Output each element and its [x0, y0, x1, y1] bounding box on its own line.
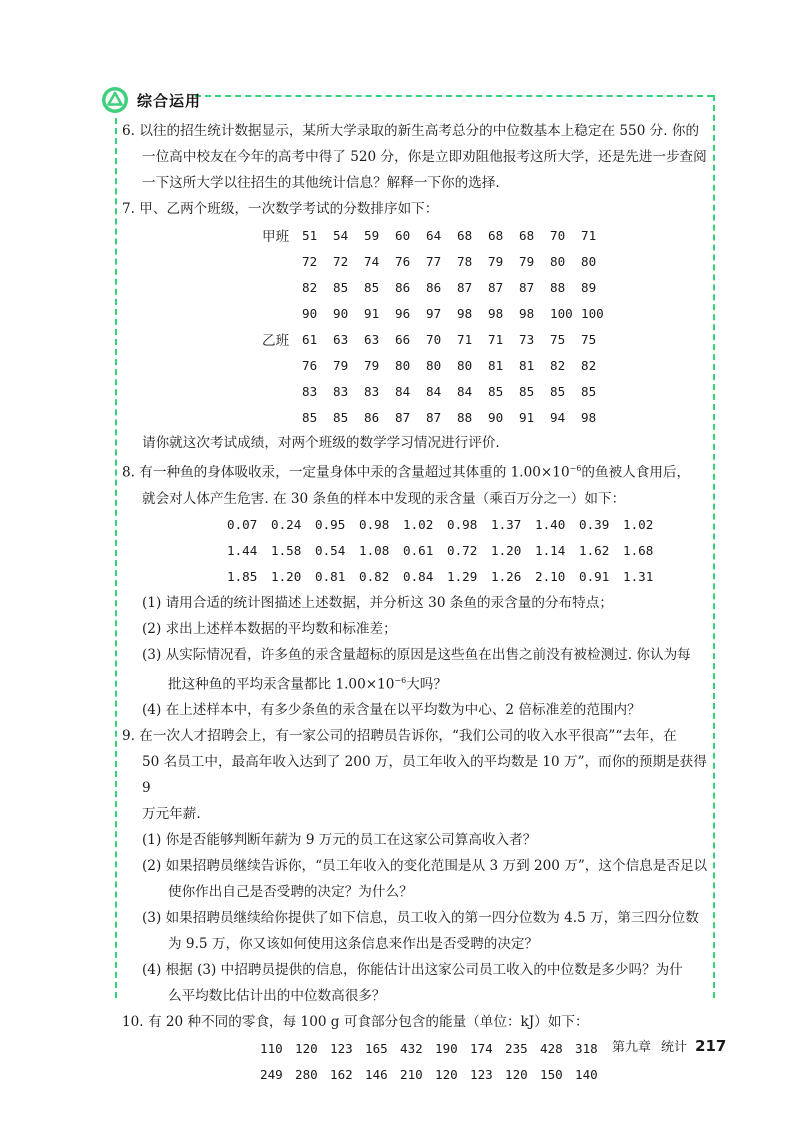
table-cell: 85: [550, 383, 566, 399]
table-cell: 76: [302, 357, 318, 373]
table-cell: 72: [333, 253, 349, 269]
table-cell: 54: [333, 227, 349, 243]
table-cell: 165: [365, 1040, 388, 1056]
table-cell: 70: [550, 227, 566, 243]
table-cell: 84: [395, 383, 411, 399]
q9-line-2: 50 名员工中，最高年收入达到了 200 万，员工年收入的平均数是 10 万”，而你的预期是获得 9: [142, 754, 707, 797]
table-cell: 0.24: [271, 517, 302, 533]
section-title: 综合运用: [137, 91, 202, 110]
table-cell: 68: [488, 227, 504, 243]
table-cell: 74: [364, 253, 380, 269]
table-cell: 150: [540, 1066, 563, 1082]
table-cell: 87: [457, 279, 473, 295]
page-footer: [612, 1036, 726, 1055]
table-cell: 432: [400, 1040, 423, 1056]
table-cell: 79: [364, 357, 380, 373]
table-cell: 1.20: [491, 543, 522, 559]
table-cell: 85: [302, 409, 318, 425]
table-cell: 88: [550, 279, 566, 295]
table-row: [260, 1061, 610, 1087]
table-cell: 1.62: [579, 543, 610, 559]
class-label: 乙班: [262, 333, 290, 349]
table-cell: 73: [519, 331, 535, 347]
table-cell: 235: [505, 1040, 528, 1056]
table-cell: 71: [581, 227, 597, 243]
table-cell: 0.95: [315, 517, 346, 533]
table-cell: 63: [364, 331, 380, 347]
table-cell: 1.02: [403, 517, 434, 533]
table-cell: 0.98: [447, 517, 478, 533]
exercise-content: [122, 118, 710, 1087]
table-cell: 123: [330, 1040, 353, 1056]
table-cell: 90: [333, 305, 349, 321]
table-cell: 71: [457, 331, 473, 347]
q8-sub-1: (1) 请用合适的统计图描述上述数据，并分析这 30 条鱼的汞含量的分布特点；: [142, 594, 613, 611]
label-spacer: [262, 248, 302, 274]
q9-sub-3-cont: 为 9.5 万，你又该如何使用这条信息来作出是否受聘的决定？: [168, 936, 539, 953]
q8-line-2: 就会对人体产生危害. 在 30 条鱼的样本中发现的汞含量（乘百万分之一）如下：: [142, 490, 626, 507]
table-cell: 85: [333, 279, 349, 295]
frame-right-border: [713, 95, 715, 998]
table-cell: 87: [395, 409, 411, 425]
table-cell: 51: [302, 227, 318, 243]
table-row: [227, 564, 667, 590]
table-cell: 79: [519, 253, 535, 269]
table-cell: 120: [295, 1040, 318, 1056]
q10-intro: 10. 有 20 种不同的零食，每 100 g 可食部分包含的能量（单位：kJ）如下：: [122, 1014, 589, 1031]
q7-intro: 7. 甲、乙两个班级，一次数学考试的分数排序如下：: [122, 201, 439, 217]
table-cell: 90: [302, 305, 318, 321]
q9-line-1: 9. 在一次人才招聘会上，有一家公司的招聘员告诉你，“我们公司的收入水平很高”“去年，在: [122, 728, 677, 745]
table-cell: 0.07: [227, 517, 258, 533]
table-cell: 428: [540, 1040, 563, 1056]
table-cell: 87: [488, 279, 504, 295]
table-cell: 80: [457, 357, 473, 373]
table-cell: 86: [364, 409, 380, 425]
table-cell: 59: [364, 227, 380, 243]
table-cell: 72: [302, 253, 318, 269]
table-cell: 0.54: [315, 543, 346, 559]
table-cell: 79: [488, 253, 504, 269]
q10-energy-table: [260, 1035, 610, 1087]
table-cell: 1.31: [623, 569, 654, 585]
table-cell: 89: [581, 279, 597, 295]
label-spacer: [262, 404, 302, 430]
table-cell: 81: [488, 357, 504, 373]
table-cell: 140: [575, 1066, 598, 1082]
table-cell: 210: [400, 1066, 423, 1082]
q9-sub-4: (4) 根据 (3) 中招聘员提供的信息，你能估计出这家公司员工收入的中位数是多少吗？为什: [142, 962, 683, 979]
table-cell: 1.02: [623, 517, 654, 533]
table-cell: 1.26: [491, 569, 522, 585]
table-cell: 0.81: [315, 569, 346, 585]
table-cell: 190: [435, 1040, 458, 1056]
table-cell: 81: [519, 357, 535, 373]
table-cell: 82: [581, 357, 597, 373]
table-row: [260, 1035, 610, 1061]
q8-sub-2: (2) 求出上述样本数据的平均数和标准差；: [142, 620, 397, 637]
table-cell: 96: [395, 305, 411, 321]
q9-line-3: 万元年薪.: [142, 806, 201, 823]
table-cell: 75: [581, 331, 597, 347]
recycle-triangle-icon: [101, 86, 129, 114]
table-cell: 98: [488, 305, 504, 321]
table-cell: 0.84: [403, 569, 434, 585]
q7-score-table: [262, 222, 612, 430]
table-cell: 80: [426, 357, 442, 373]
table-row: [262, 274, 612, 300]
table-cell: 0.72: [447, 543, 478, 559]
table-cell: 0.61: [403, 543, 434, 559]
table-cell: 90: [488, 409, 504, 425]
q8-exponent: −6: [569, 464, 582, 473]
table-cell: 85: [488, 383, 504, 399]
table-cell: 1.58: [271, 543, 302, 559]
table-cell: 85: [333, 409, 349, 425]
table-cell: 86: [395, 279, 411, 295]
table-cell: 249: [260, 1066, 283, 1082]
table-cell: 0.91: [579, 569, 610, 585]
table-cell: 80: [395, 357, 411, 373]
table-cell: 0.82: [359, 569, 390, 585]
table-cell: 80: [581, 253, 597, 269]
table-cell: 318: [575, 1040, 598, 1056]
section-header: [101, 86, 201, 114]
table-cell: 66: [395, 331, 411, 347]
table-row: [262, 300, 612, 326]
table-cell: 85: [519, 383, 535, 399]
table-cell: 78: [457, 253, 473, 269]
table-cell: 87: [519, 279, 535, 295]
table-cell: 83: [302, 383, 318, 399]
q9-sub-1: (1) 你是否能够判断年薪为 9 万元的员工在这家公司算高收入者？: [142, 832, 537, 849]
table-cell: 123: [470, 1066, 493, 1082]
table-cell: 91: [519, 409, 535, 425]
table-cell: 120: [435, 1066, 458, 1082]
table-cell: 94: [550, 409, 566, 425]
frame-left-border: [115, 118, 117, 998]
footer-chapter: 第九章: [612, 1040, 652, 1055]
table-row: [262, 222, 612, 248]
table-cell: 63: [333, 331, 349, 347]
table-cell: 85: [581, 383, 597, 399]
q9-sub-4-cont: 么平均数比估计出的中位数高很多？: [168, 988, 386, 1005]
table-cell: 1.40: [535, 517, 566, 533]
table-row: [227, 538, 667, 564]
q8-sub-3-cont: [122, 668, 710, 698]
table-row: [262, 326, 612, 352]
table-cell: 1.44: [227, 543, 258, 559]
table-cell: 83: [364, 383, 380, 399]
table-cell: 87: [426, 409, 442, 425]
table-row: [262, 404, 612, 430]
table-cell: 91: [364, 305, 380, 321]
q9-sub-3: (3) 如果招聘员继续给你提供了如下信息，员工收入的第一四分位数为 4.5 万，第三四分位数: [142, 910, 699, 927]
table-cell: 1.20: [271, 569, 302, 585]
table-cell: 82: [550, 357, 566, 373]
q6-line-2: 一位高中校友在今年的高考中得了 520 分，你是立即劝阻他报考这所大学，还是先进一步查阅: [142, 149, 707, 165]
table-cell: 70: [426, 331, 442, 347]
table-cell: 98: [457, 305, 473, 321]
q8-line-1: [122, 456, 710, 486]
table-cell: 98: [519, 305, 535, 321]
q8-line-1-text-end: 的鱼被人食用后，: [581, 464, 691, 481]
table-row: [227, 512, 667, 538]
q8-line-1-text: 8. 有一种鱼的身体吸收汞，一定量身体中汞的含量超过其体重的 1.00×10: [122, 464, 570, 481]
table-cell: 68: [519, 227, 535, 243]
table-cell: 79: [333, 357, 349, 373]
table-cell: 146: [365, 1066, 388, 1082]
table-cell: 84: [457, 383, 473, 399]
class-label: 甲班: [262, 229, 290, 245]
table-cell: 1.85: [227, 569, 258, 585]
table-row: [262, 352, 612, 378]
table-cell: 60: [395, 227, 411, 243]
q8-sub-3-cont-end: 大吗？: [406, 676, 447, 693]
q9-sub-2-cont: 使你作出自己是否受聘的决定？为什么？: [168, 884, 413, 901]
q6-line-1: 6. 以往的招生统计数据显示，某所大学录取的新生高考总分的中位数基本上稳定在 550 分. 你的: [122, 123, 700, 139]
footer-topic: 统计: [661, 1040, 688, 1055]
table-cell: 77: [426, 253, 442, 269]
q8-sub-3-exponent: −6: [394, 675, 407, 685]
table-cell: 84: [426, 383, 442, 399]
table-cell: 1.68: [623, 543, 654, 559]
table-cell: 97: [426, 305, 442, 321]
label-spacer: [262, 274, 302, 300]
table-cell: 1.14: [535, 543, 566, 559]
table-cell: 61: [302, 331, 318, 347]
q8-mercury-table: [227, 512, 667, 590]
label-spacer: [262, 300, 302, 326]
table-cell: 76: [395, 253, 411, 269]
table-cell: 280: [295, 1066, 318, 1082]
table-cell: 80: [550, 253, 566, 269]
q7-outro: 请你就这次考试成绩，对两个班级的数学学习情况进行评价.: [142, 435, 500, 451]
label-spacer: [262, 352, 302, 378]
table-cell: 82: [302, 279, 318, 295]
table-cell: 71: [488, 331, 504, 347]
table-cell: 110: [260, 1040, 283, 1056]
table-cell: 162: [330, 1066, 353, 1082]
label-spacer: [262, 378, 302, 404]
q6-line-3: 一下这所大学以往招生的其他统计信息？解释一下你的选择.: [142, 175, 500, 191]
table-cell: 86: [426, 279, 442, 295]
table-cell: 174: [470, 1040, 493, 1056]
table-cell: 1.37: [491, 517, 522, 533]
table-row: [262, 378, 612, 404]
table-cell: 64: [426, 227, 442, 243]
frame-top-border: [195, 95, 713, 97]
table-cell: 75: [550, 331, 566, 347]
table-cell: 85: [364, 279, 380, 295]
q9-sub-2: (2) 如果招聘员继续告诉你，“员工年收入的变化范围是从 3 万到 200 万”，这个信息是否足以: [142, 858, 708, 875]
table-cell: 98: [581, 409, 597, 425]
table-cell: 68: [457, 227, 473, 243]
table-cell: 120: [505, 1066, 528, 1082]
table-cell: 1.08: [359, 543, 390, 559]
q8-sub-3-cont-text: 批这种鱼的平均汞含量都比 1.00×10: [168, 676, 395, 693]
q8-sub-3: (3) 从实际情况看，许多鱼的汞含量超标的原因是这些鱼在出售之前没有被检测过. 你认为每: [142, 646, 691, 663]
table-cell: 2.10: [535, 569, 566, 585]
table-cell: 88: [457, 409, 473, 425]
q8-sub-4: (4) 在上述样本中，有多少条鱼的汞含量在以平均数为中心、2 倍标准差的范围内？: [142, 702, 641, 719]
table-cell: 1.29: [447, 569, 478, 585]
table-cell: 0.98: [359, 517, 390, 533]
table-cell: 0.39: [579, 517, 610, 533]
table-row: [262, 248, 612, 274]
page-number: 217: [695, 1037, 727, 1055]
table-cell: 100: [581, 305, 604, 321]
table-cell: 100: [550, 305, 573, 321]
table-cell: 83: [333, 383, 349, 399]
